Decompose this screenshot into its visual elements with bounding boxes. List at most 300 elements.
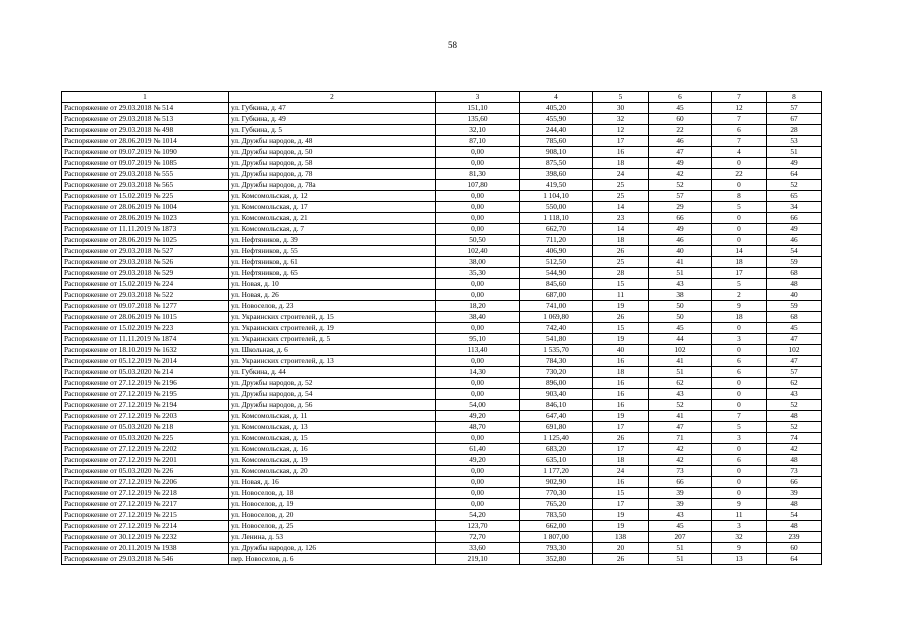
order-cell: Распоряжение от 09.07.2019 № 1090 bbox=[62, 147, 229, 158]
order-cell: Распоряжение от 15.02.2019 № 225 bbox=[62, 191, 229, 202]
value-cell: 875,50 bbox=[520, 158, 593, 169]
table-row bbox=[62, 356, 822, 367]
count-cell: 0 bbox=[712, 389, 767, 400]
address-cell: ул. Губкина, д. 44 bbox=[229, 367, 436, 378]
count-cell: 46 bbox=[649, 235, 712, 246]
count-cell: 18 bbox=[712, 257, 767, 268]
count-cell: 18 bbox=[593, 235, 649, 246]
count-cell: 52 bbox=[649, 180, 712, 191]
value-cell: 0,00 bbox=[436, 191, 520, 202]
count-cell: 43 bbox=[767, 389, 822, 400]
value-cell: 908,10 bbox=[520, 147, 593, 158]
table-row bbox=[62, 532, 822, 543]
count-cell: 59 bbox=[767, 301, 822, 312]
count-cell: 49 bbox=[767, 158, 822, 169]
table-row bbox=[62, 114, 822, 125]
order-cell: Распоряжение от 28.06.2019 № 1015 bbox=[62, 312, 229, 323]
count-cell: 42 bbox=[649, 444, 712, 455]
page-number: 58 bbox=[448, 40, 457, 50]
count-cell: 48 bbox=[767, 411, 822, 422]
value-cell: 783,50 bbox=[520, 510, 593, 521]
count-cell: 6 bbox=[712, 125, 767, 136]
table-row bbox=[62, 279, 822, 290]
order-cell: Распоряжение от 29.03.2018 № 513 bbox=[62, 114, 229, 125]
value-cell: 49,20 bbox=[436, 455, 520, 466]
value-cell: 244,40 bbox=[520, 125, 593, 136]
housing-register-table bbox=[61, 91, 822, 565]
count-cell: 32 bbox=[712, 532, 767, 543]
count-cell: 19 bbox=[593, 510, 649, 521]
order-cell: Распоряжение от 05.03.2020 № 226 bbox=[62, 466, 229, 477]
order-cell: Распоряжение от 05.03.2020 № 225 bbox=[62, 433, 229, 444]
count-cell: 26 bbox=[593, 554, 649, 565]
count-cell: 48 bbox=[767, 279, 822, 290]
count-cell: 8 bbox=[712, 191, 767, 202]
count-cell: 48 bbox=[767, 521, 822, 532]
count-cell: 5 bbox=[712, 279, 767, 290]
count-cell: 51 bbox=[649, 268, 712, 279]
order-cell: Распоряжение от 20.11.2019 № 1938 bbox=[62, 543, 229, 554]
value-cell: 691,80 bbox=[520, 422, 593, 433]
value-cell: 0,00 bbox=[436, 488, 520, 499]
column-header: 7 bbox=[712, 92, 767, 103]
count-cell: 67 bbox=[767, 114, 822, 125]
count-cell: 16 bbox=[593, 378, 649, 389]
count-cell: 51 bbox=[649, 554, 712, 565]
address-cell: ул. Комсомольская, д. 7 bbox=[229, 224, 436, 235]
table-row bbox=[62, 147, 822, 158]
order-cell: Распоряжение от 28.06.2019 № 1023 bbox=[62, 213, 229, 224]
order-cell: Распоряжение от 28.06.2019 № 1025 bbox=[62, 235, 229, 246]
table-row bbox=[62, 433, 822, 444]
value-cell: 0,00 bbox=[436, 224, 520, 235]
address-cell: пер. Новоселов, д. 6 bbox=[229, 554, 436, 565]
count-cell: 102 bbox=[649, 345, 712, 356]
table-row bbox=[62, 180, 822, 191]
count-cell: 52 bbox=[767, 180, 822, 191]
address-cell: ул. Дружбы народов, д. 52 bbox=[229, 378, 436, 389]
table-row bbox=[62, 290, 822, 301]
count-cell: 3 bbox=[712, 433, 767, 444]
order-cell: Распоряжение от 27.12.2019 № 2217 bbox=[62, 499, 229, 510]
table-row bbox=[62, 444, 822, 455]
value-cell: 1 069,80 bbox=[520, 312, 593, 323]
count-cell: 25 bbox=[593, 180, 649, 191]
count-cell: 40 bbox=[767, 290, 822, 301]
value-cell: 49,20 bbox=[436, 411, 520, 422]
count-cell: 30 bbox=[593, 103, 649, 114]
count-cell: 65 bbox=[767, 191, 822, 202]
count-cell: 51 bbox=[649, 367, 712, 378]
value-cell: 1 177,20 bbox=[520, 466, 593, 477]
value-cell: 54,00 bbox=[436, 400, 520, 411]
value-cell: 219,10 bbox=[436, 554, 520, 565]
count-cell: 16 bbox=[593, 400, 649, 411]
count-cell: 0 bbox=[712, 235, 767, 246]
order-cell: Распоряжение от 05.03.2020 № 214 bbox=[62, 367, 229, 378]
value-cell: 54,20 bbox=[436, 510, 520, 521]
count-cell: 0 bbox=[712, 180, 767, 191]
address-cell: ул. Нефтяников, д. 55 bbox=[229, 246, 436, 257]
value-cell: 903,40 bbox=[520, 389, 593, 400]
table-row bbox=[62, 477, 822, 488]
order-cell: Распоряжение от 11.11.2019 № 1874 bbox=[62, 334, 229, 345]
value-cell: 419,50 bbox=[520, 180, 593, 191]
order-cell: Распоряжение от 29.03.2018 № 529 bbox=[62, 268, 229, 279]
count-cell: 18 bbox=[593, 455, 649, 466]
count-cell: 18 bbox=[593, 158, 649, 169]
column-header: 6 bbox=[649, 92, 712, 103]
order-cell: Распоряжение от 29.03.2018 № 526 bbox=[62, 257, 229, 268]
address-cell: ул. Дружбы народов, д. 58 bbox=[229, 158, 436, 169]
count-cell: 43 bbox=[649, 389, 712, 400]
value-cell: 635,10 bbox=[520, 455, 593, 466]
order-cell: Распоряжение от 27.12.2019 № 2218 bbox=[62, 488, 229, 499]
address-cell: ул. Нефтяников, д. 39 bbox=[229, 235, 436, 246]
order-cell: Распоряжение от 29.03.2018 № 527 bbox=[62, 246, 229, 257]
value-cell: 902,90 bbox=[520, 477, 593, 488]
value-cell: 0,00 bbox=[436, 477, 520, 488]
address-cell: ул. Комсомольская, д. 20 bbox=[229, 466, 436, 477]
count-cell: 39 bbox=[649, 499, 712, 510]
count-cell: 5 bbox=[712, 202, 767, 213]
value-cell: 107,80 bbox=[436, 180, 520, 191]
count-cell: 3 bbox=[712, 334, 767, 345]
address-cell: ул. Комсомольская, д. 15 bbox=[229, 433, 436, 444]
order-cell: Распоряжение от 28.06.2019 № 1014 bbox=[62, 136, 229, 147]
count-cell: 2 bbox=[712, 290, 767, 301]
value-cell: 512,50 bbox=[520, 257, 593, 268]
value-cell: 135,60 bbox=[436, 114, 520, 125]
order-cell: Распоряжение от 29.03.2018 № 514 bbox=[62, 103, 229, 114]
value-cell: 352,80 bbox=[520, 554, 593, 565]
order-cell: Распоряжение от 29.03.2018 № 546 bbox=[62, 554, 229, 565]
count-cell: 4 bbox=[712, 147, 767, 158]
address-cell: ул. Дружбы народов, д. 78 bbox=[229, 169, 436, 180]
address-cell: ул. Украинских строителей, д. 19 bbox=[229, 323, 436, 334]
table-row bbox=[62, 103, 822, 114]
order-cell: Распоряжение от 29.03.2018 № 555 bbox=[62, 169, 229, 180]
count-cell: 66 bbox=[649, 477, 712, 488]
address-cell: ул. Дружбы народов, д. 50 bbox=[229, 147, 436, 158]
order-cell: Распоряжение от 29.03.2018 № 498 bbox=[62, 125, 229, 136]
count-cell: 25 bbox=[593, 191, 649, 202]
count-cell: 11 bbox=[712, 510, 767, 521]
count-cell: 24 bbox=[593, 466, 649, 477]
value-cell: 32,10 bbox=[436, 125, 520, 136]
table-row bbox=[62, 202, 822, 213]
value-cell: 0,00 bbox=[436, 499, 520, 510]
value-cell: 405,20 bbox=[520, 103, 593, 114]
count-cell: 6 bbox=[712, 367, 767, 378]
count-cell: 18 bbox=[593, 367, 649, 378]
count-cell: 45 bbox=[649, 521, 712, 532]
count-cell: 57 bbox=[767, 367, 822, 378]
table-row bbox=[62, 257, 822, 268]
count-cell: 47 bbox=[649, 422, 712, 433]
value-cell: 0,00 bbox=[436, 158, 520, 169]
column-header: 8 bbox=[767, 92, 822, 103]
value-cell: 896,00 bbox=[520, 378, 593, 389]
count-cell: 47 bbox=[649, 147, 712, 158]
count-cell: 71 bbox=[649, 433, 712, 444]
count-cell: 74 bbox=[767, 433, 822, 444]
count-cell: 14 bbox=[593, 224, 649, 235]
count-cell: 0 bbox=[712, 323, 767, 334]
value-cell: 455,90 bbox=[520, 114, 593, 125]
count-cell: 0 bbox=[712, 345, 767, 356]
table-row bbox=[62, 411, 822, 422]
value-cell: 784,30 bbox=[520, 356, 593, 367]
address-cell: ул. Новоселов, д. 20 bbox=[229, 510, 436, 521]
address-cell: ул. Дружбы народов, д. 78а bbox=[229, 180, 436, 191]
value-cell: 113,40 bbox=[436, 345, 520, 356]
count-cell: 42 bbox=[649, 169, 712, 180]
order-cell: Распоряжение от 27.12.2019 № 2195 bbox=[62, 389, 229, 400]
count-cell: 52 bbox=[767, 400, 822, 411]
value-cell: 72,70 bbox=[436, 532, 520, 543]
address-cell: ул. Украинских строителей, д. 15 bbox=[229, 312, 436, 323]
count-cell: 9 bbox=[712, 499, 767, 510]
count-cell: 26 bbox=[593, 433, 649, 444]
count-cell: 19 bbox=[593, 301, 649, 312]
count-cell: 46 bbox=[767, 235, 822, 246]
value-cell: 38,40 bbox=[436, 312, 520, 323]
count-cell: 73 bbox=[767, 466, 822, 477]
address-cell: ул. Украинских строителей, д. 13 bbox=[229, 356, 436, 367]
value-cell: 0,00 bbox=[436, 323, 520, 334]
order-cell: Распоряжение от 27.12.2019 № 2214 bbox=[62, 521, 229, 532]
address-cell: ул. Ленина, д. 53 bbox=[229, 532, 436, 543]
count-cell: 49 bbox=[767, 224, 822, 235]
count-cell: 28 bbox=[767, 125, 822, 136]
column-number-row bbox=[62, 92, 822, 103]
value-cell: 1 104,10 bbox=[520, 191, 593, 202]
count-cell: 52 bbox=[649, 400, 712, 411]
value-cell: 33,60 bbox=[436, 543, 520, 554]
table-row bbox=[62, 499, 822, 510]
table-row bbox=[62, 367, 822, 378]
table-row bbox=[62, 213, 822, 224]
value-cell: 0,00 bbox=[436, 356, 520, 367]
count-cell: 68 bbox=[767, 312, 822, 323]
table-row bbox=[62, 345, 822, 356]
value-cell: 0,00 bbox=[436, 433, 520, 444]
table-row bbox=[62, 125, 822, 136]
count-cell: 0 bbox=[712, 158, 767, 169]
count-cell: 15 bbox=[593, 279, 649, 290]
value-cell: 0,00 bbox=[436, 389, 520, 400]
order-cell: Распоряжение от 30.12.2019 № 2232 bbox=[62, 532, 229, 543]
count-cell: 7 bbox=[712, 136, 767, 147]
count-cell: 54 bbox=[767, 510, 822, 521]
count-cell: 7 bbox=[712, 411, 767, 422]
count-cell: 62 bbox=[649, 378, 712, 389]
value-cell: 87,10 bbox=[436, 136, 520, 147]
count-cell: 14 bbox=[593, 202, 649, 213]
order-cell: Распоряжение от 29.03.2018 № 522 bbox=[62, 290, 229, 301]
count-cell: 38 bbox=[649, 290, 712, 301]
count-cell: 60 bbox=[649, 114, 712, 125]
count-cell: 62 bbox=[767, 378, 822, 389]
address-cell: ул. Дружбы народов, д. 48 bbox=[229, 136, 436, 147]
count-cell: 16 bbox=[593, 477, 649, 488]
value-cell: 1 118,10 bbox=[520, 213, 593, 224]
count-cell: 0 bbox=[712, 477, 767, 488]
count-cell: 42 bbox=[767, 444, 822, 455]
value-cell: 785,60 bbox=[520, 136, 593, 147]
count-cell: 44 bbox=[649, 334, 712, 345]
count-cell: 12 bbox=[593, 125, 649, 136]
table-row bbox=[62, 334, 822, 345]
value-cell: 793,30 bbox=[520, 543, 593, 554]
order-cell: Распоряжение от 05.03.2020 № 218 bbox=[62, 422, 229, 433]
order-cell: Распоряжение от 27.12.2019 № 2215 bbox=[62, 510, 229, 521]
count-cell: 66 bbox=[767, 477, 822, 488]
value-cell: 662,70 bbox=[520, 224, 593, 235]
count-cell: 41 bbox=[649, 411, 712, 422]
count-cell: 23 bbox=[593, 213, 649, 224]
order-cell: Распоряжение от 18.10.2019 № 1632 bbox=[62, 345, 229, 356]
value-cell: 123,70 bbox=[436, 521, 520, 532]
count-cell: 57 bbox=[649, 191, 712, 202]
count-cell: 207 bbox=[649, 532, 712, 543]
order-cell: Распоряжение от 27.12.2019 № 2194 bbox=[62, 400, 229, 411]
address-cell: ул. Дружбы народов, д. 126 bbox=[229, 543, 436, 554]
count-cell: 17 bbox=[712, 268, 767, 279]
count-cell: 138 bbox=[593, 532, 649, 543]
address-cell: ул. Нефтяников, д. 65 bbox=[229, 268, 436, 279]
count-cell: 45 bbox=[649, 323, 712, 334]
table-row bbox=[62, 158, 822, 169]
count-cell: 3 bbox=[712, 521, 767, 532]
order-cell: Распоряжение от 27.12.2019 № 2201 bbox=[62, 455, 229, 466]
count-cell: 19 bbox=[593, 521, 649, 532]
count-cell: 64 bbox=[767, 169, 822, 180]
table-row bbox=[62, 455, 822, 466]
order-cell: Распоряжение от 15.02.2019 № 224 bbox=[62, 279, 229, 290]
count-cell: 17 bbox=[593, 499, 649, 510]
count-cell: 0 bbox=[712, 466, 767, 477]
count-cell: 24 bbox=[593, 169, 649, 180]
value-cell: 1 535,70 bbox=[520, 345, 593, 356]
count-cell: 26 bbox=[593, 312, 649, 323]
order-cell: Распоряжение от 27.12.2019 № 2203 bbox=[62, 411, 229, 422]
table-row bbox=[62, 246, 822, 257]
value-cell: 50,50 bbox=[436, 235, 520, 246]
column-header: 5 bbox=[593, 92, 649, 103]
count-cell: 15 bbox=[593, 323, 649, 334]
address-cell: ул. Комсомольская, д. 21 bbox=[229, 213, 436, 224]
table-row bbox=[62, 191, 822, 202]
count-cell: 57 bbox=[767, 103, 822, 114]
table-row bbox=[62, 389, 822, 400]
address-cell: ул. Новая, д. 26 bbox=[229, 290, 436, 301]
value-cell: 35,30 bbox=[436, 268, 520, 279]
order-cell: Распоряжение от 15.02.2019 № 223 bbox=[62, 323, 229, 334]
count-cell: 7 bbox=[712, 114, 767, 125]
count-cell: 13 bbox=[712, 554, 767, 565]
address-cell: ул. Дружбы народов, д. 56 bbox=[229, 400, 436, 411]
value-cell: 0,00 bbox=[436, 466, 520, 477]
value-cell: 406,90 bbox=[520, 246, 593, 257]
address-cell: ул. Новоселов, д. 23 bbox=[229, 301, 436, 312]
value-cell: 544,90 bbox=[520, 268, 593, 279]
value-cell: 541,80 bbox=[520, 334, 593, 345]
count-cell: 51 bbox=[767, 147, 822, 158]
count-cell: 0 bbox=[712, 378, 767, 389]
count-cell: 47 bbox=[767, 334, 822, 345]
value-cell: 61,40 bbox=[436, 444, 520, 455]
count-cell: 42 bbox=[649, 455, 712, 466]
table-row bbox=[62, 301, 822, 312]
count-cell: 18 bbox=[712, 312, 767, 323]
count-cell: 59 bbox=[767, 257, 822, 268]
value-cell: 1 807,00 bbox=[520, 532, 593, 543]
count-cell: 45 bbox=[649, 103, 712, 114]
count-cell: 0 bbox=[712, 444, 767, 455]
count-cell: 49 bbox=[649, 158, 712, 169]
count-cell: 48 bbox=[767, 499, 822, 510]
value-cell: 0,00 bbox=[436, 147, 520, 158]
count-cell: 0 bbox=[712, 400, 767, 411]
count-cell: 17 bbox=[593, 444, 649, 455]
address-cell: ул. Новая, д. 16 bbox=[229, 477, 436, 488]
table-row bbox=[62, 466, 822, 477]
table-row bbox=[62, 521, 822, 532]
table-row bbox=[62, 169, 822, 180]
column-header: 4 bbox=[520, 92, 593, 103]
address-cell: ул. Губкина, д. 49 bbox=[229, 114, 436, 125]
count-cell: 40 bbox=[593, 345, 649, 356]
value-cell: 647,40 bbox=[520, 411, 593, 422]
count-cell: 39 bbox=[767, 488, 822, 499]
value-cell: 18,20 bbox=[436, 301, 520, 312]
value-cell: 687,00 bbox=[520, 290, 593, 301]
table-row bbox=[62, 235, 822, 246]
order-cell: Распоряжение от 09.07.2018 № 1277 bbox=[62, 301, 229, 312]
address-cell: ул. Губкина, д. 5 bbox=[229, 125, 436, 136]
value-cell: 81,30 bbox=[436, 169, 520, 180]
address-cell: ул. Комсомольская, д. 11 bbox=[229, 411, 436, 422]
count-cell: 16 bbox=[593, 356, 649, 367]
count-cell: 39 bbox=[649, 488, 712, 499]
value-cell: 683,20 bbox=[520, 444, 593, 455]
order-cell: Распоряжение от 27.12.2019 № 2202 bbox=[62, 444, 229, 455]
count-cell: 68 bbox=[767, 268, 822, 279]
address-cell: ул. Украинских строителей, д. 5 bbox=[229, 334, 436, 345]
count-cell: 40 bbox=[649, 246, 712, 257]
count-cell: 50 bbox=[649, 301, 712, 312]
count-cell: 52 bbox=[767, 422, 822, 433]
count-cell: 47 bbox=[767, 356, 822, 367]
count-cell: 43 bbox=[649, 510, 712, 521]
count-cell: 29 bbox=[649, 202, 712, 213]
count-cell: 22 bbox=[712, 169, 767, 180]
count-cell: 60 bbox=[767, 543, 822, 554]
count-cell: 43 bbox=[649, 279, 712, 290]
table-row bbox=[62, 224, 822, 235]
count-cell: 0 bbox=[712, 213, 767, 224]
count-cell: 73 bbox=[649, 466, 712, 477]
value-cell: 845,60 bbox=[520, 279, 593, 290]
count-cell: 53 bbox=[767, 136, 822, 147]
table-row bbox=[62, 554, 822, 565]
count-cell: 49 bbox=[649, 224, 712, 235]
value-cell: 95,10 bbox=[436, 334, 520, 345]
table-row bbox=[62, 510, 822, 521]
value-cell: 151,10 bbox=[436, 103, 520, 114]
